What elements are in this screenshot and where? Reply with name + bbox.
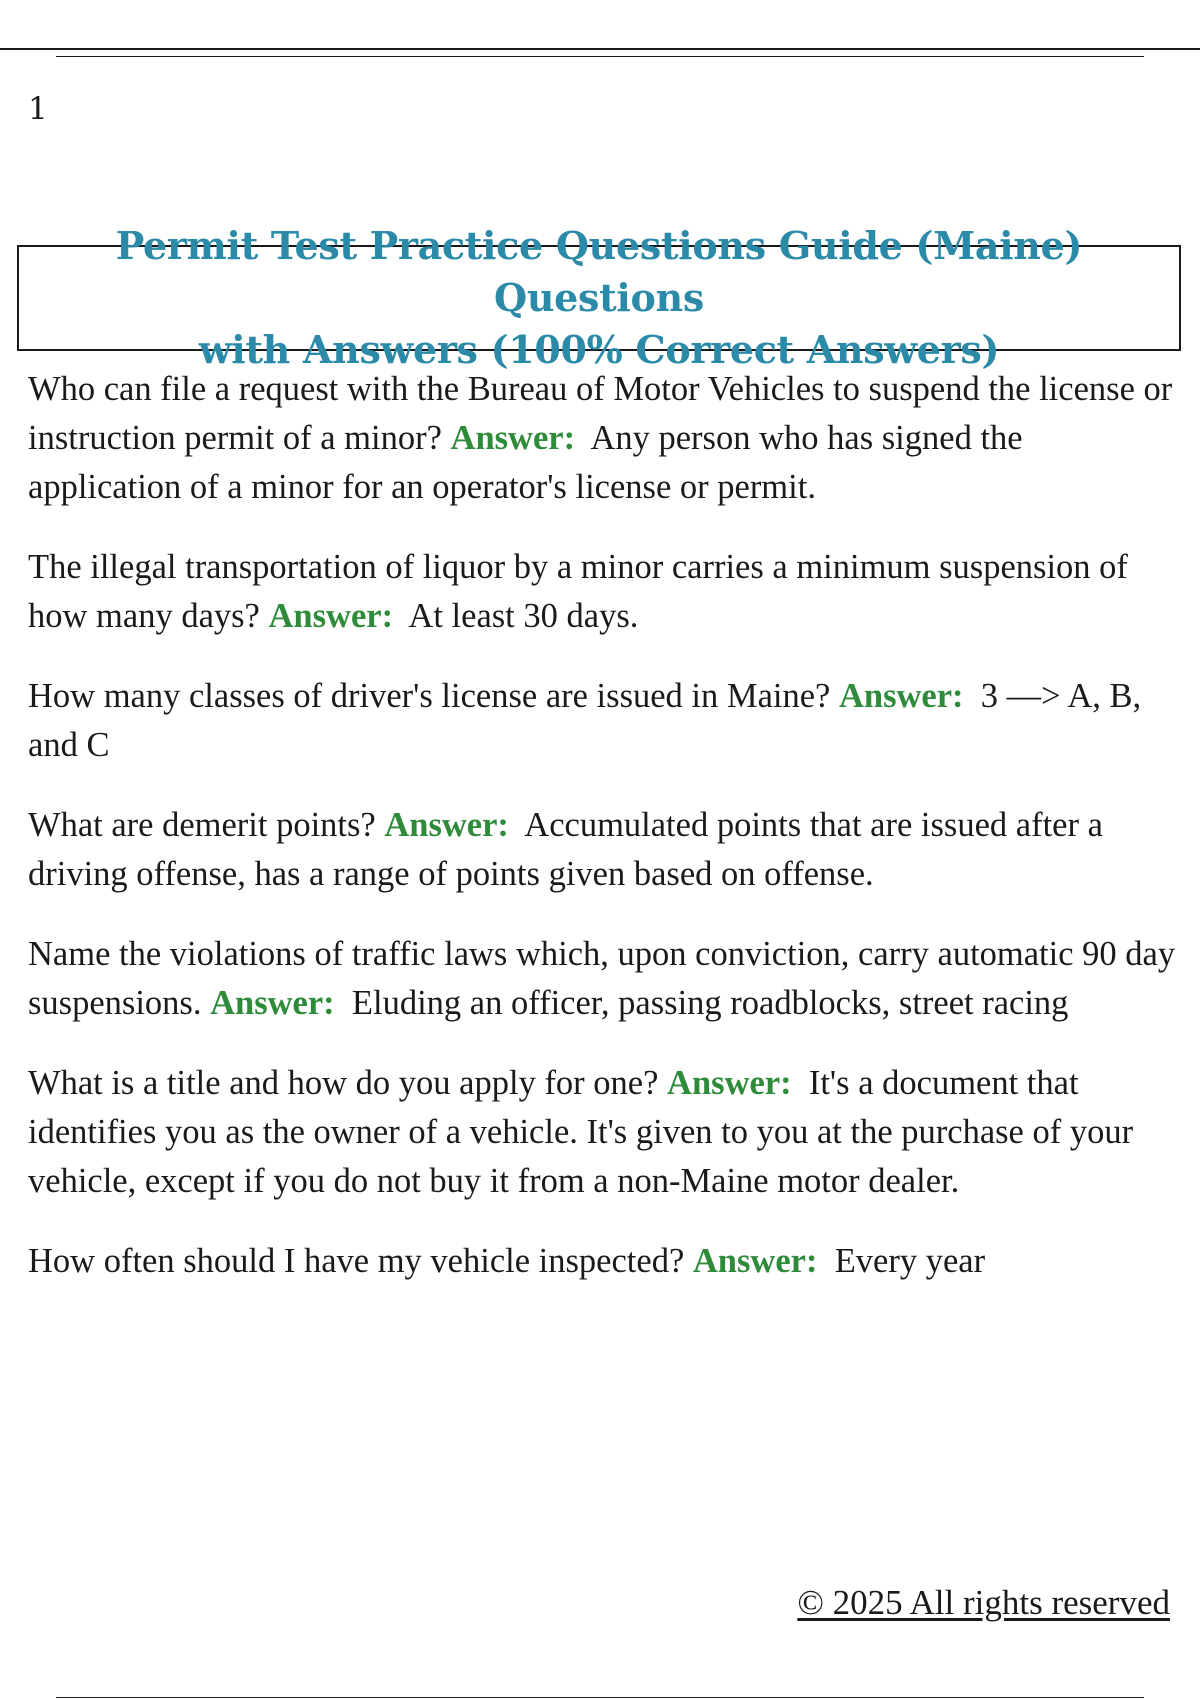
copyright-notice: © 2025 All rights reserved xyxy=(797,1583,1170,1622)
top-inner-rule xyxy=(56,56,1144,57)
qa-item xyxy=(28,672,1178,770)
answer-label: Answer: xyxy=(268,597,394,635)
answer-text: It's a document that identifies you as the owner of a vehicle. It's given to you at the purchase of your vehicle, except if you do not buy it from a non-Maine motor dealer. xyxy=(28,1064,1134,1200)
answer-text: Eluding an officer, passing roadblocks, street racing xyxy=(351,984,1069,1022)
document-title-line-1: Permit Test Practice Questions Guide (Maine) Questions xyxy=(115,223,1083,320)
qa-item xyxy=(28,930,1178,1028)
question-text: How often should I have my vehicle inspected? xyxy=(28,1242,685,1280)
page-number: 1 xyxy=(28,91,48,127)
question-text: Who can file a request with the Bureau of Motor Vehicles to suspend the license or instruction permit of a minor? xyxy=(28,370,1173,457)
question-text: The illegal transportation of liquor by a minor carries a minimum suspension of how many days? xyxy=(28,548,1128,635)
bottom-border-rule xyxy=(56,1697,1144,1698)
qa-item xyxy=(28,543,1178,641)
top-border-rule xyxy=(0,48,1200,50)
qa-item xyxy=(28,1059,1178,1206)
question-text: What is a title and how do you apply for one? xyxy=(28,1064,659,1102)
qa-item xyxy=(28,365,1178,512)
answer-text: Accumulated points that are issued after a driving offense, has a range of points given based on offense. xyxy=(28,806,1103,893)
answer-label: Answer: xyxy=(450,419,576,457)
qa-item xyxy=(28,801,1178,899)
answer-label: Answer: xyxy=(210,984,335,1022)
answer-label: Answer: xyxy=(667,1064,792,1102)
answer-text: At least 30 days. xyxy=(408,597,639,635)
qa-list xyxy=(28,365,1178,1317)
answer-label: Answer: xyxy=(384,806,509,844)
document-title-line-2: with Answers (100% Correct Answers) xyxy=(198,327,1000,372)
question-text: How many classes of driver's license are issued in Maine? xyxy=(28,677,831,715)
answer-text: 3 —> A, B, and C xyxy=(28,677,1142,764)
qa-item xyxy=(28,1237,1178,1286)
answer-text: Any person who has signed the application of a minor for an operator's license or permit. xyxy=(28,419,1023,506)
answer-label: Answer: xyxy=(838,677,964,715)
answer-label: Answer: xyxy=(692,1242,818,1280)
question-text: Name the violations of traffic laws which, upon conviction, carry automatic 90 day suspensions. xyxy=(28,935,1176,1022)
document-title xyxy=(19,220,1179,376)
question-text: What are demerit points? xyxy=(28,806,376,844)
answer-text: Every year xyxy=(834,1242,986,1280)
document-title-box xyxy=(17,223,1181,372)
